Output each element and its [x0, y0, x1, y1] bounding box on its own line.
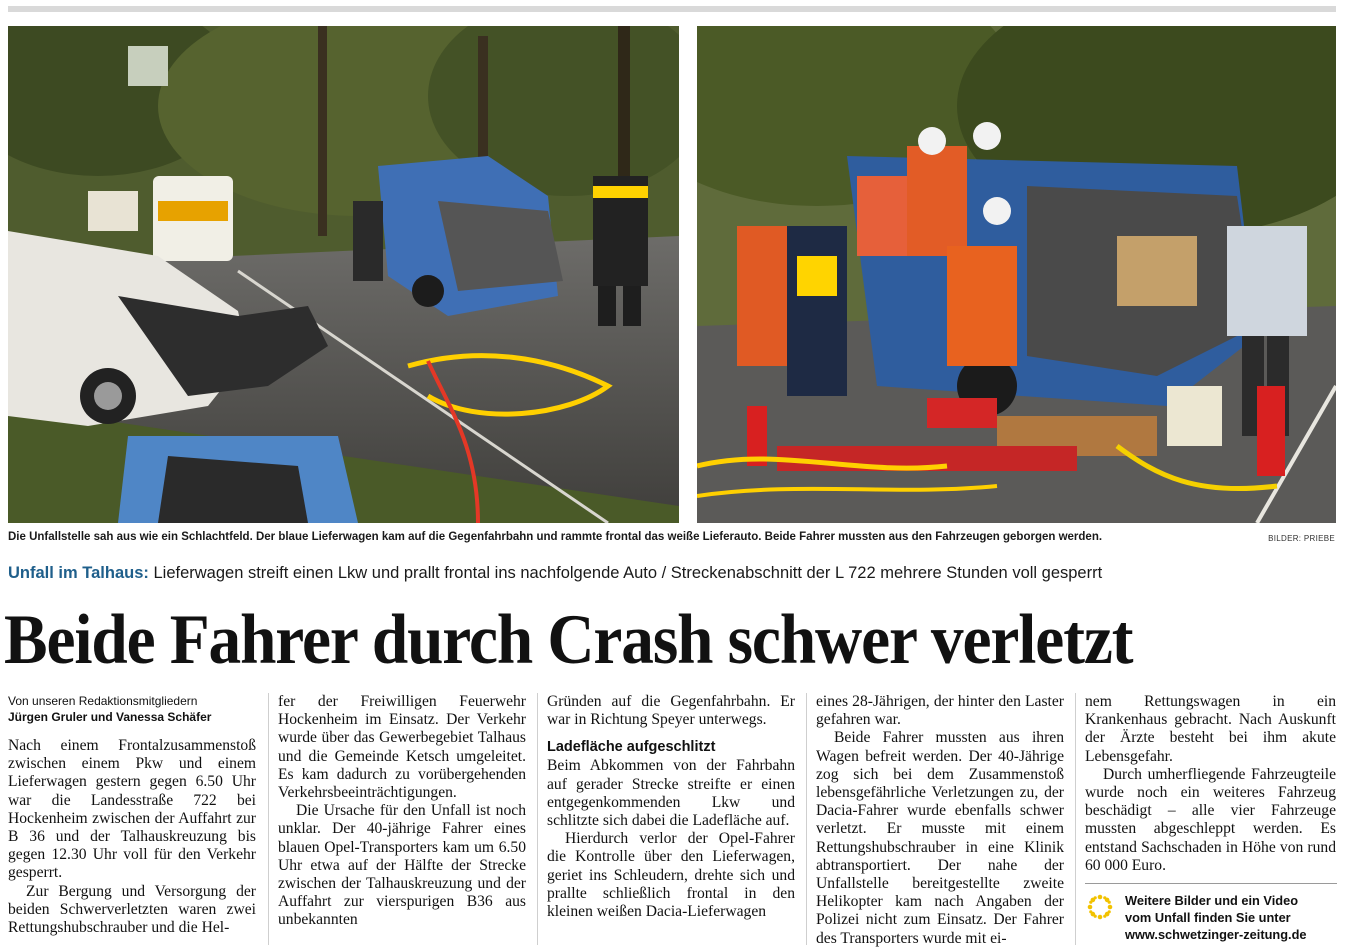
article-column-4	[816, 693, 1064, 948]
paragraph: Nach einem Frontalzusammenstoß zwischen einem Pkw und einem Lieferwagen gestern gegen 6.50 Uhr war die Landesstraße 722 bei Hockenheim zwischen der Auffahrt zur B 36 und der Talhauskreuzung bis gegen 12.30 Uhr voll für den Verkehr gesperrt.	[8, 737, 256, 882]
subheading: Ladefläche aufgeschlitzt	[547, 739, 716, 756]
online-promo-box[interactable]	[1085, 883, 1337, 946]
column-divider	[1075, 693, 1076, 945]
promo-link[interactable]: www.schwetzinger-zeitung.de	[1125, 927, 1307, 942]
paragraph: eines 28-Jährigen, der hinter den Laster gefahren war.	[816, 693, 1064, 729]
column-divider	[268, 693, 269, 945]
article-column-3	[547, 693, 795, 921]
headline: Beide Fahrer durch Crash schwer verletzt	[4, 601, 1133, 679]
byline-names: Jürgen Gruler und Vanessa Schäfer	[8, 710, 212, 724]
kicker	[8, 564, 1102, 583]
column-divider	[537, 693, 538, 945]
sun-burst-icon	[1087, 894, 1113, 920]
kicker-text: Lieferwagen streift einen Lkw und prallt frontal ins nachfolgende Auto / Streckenabschnitt der L 722 mehrere Stunden voll gesperrt	[148, 564, 1103, 582]
article-column-1	[8, 693, 256, 937]
paragraph: Die Ursache für den Unfall ist noch unklar. Der 40-jährige Fahrer eines blauen Opel-Transporters kam um 6.50 Uhr etwa auf der Hälfte der Strecke zwischen der Talhauskreuzung und der Auffahrt zur vierspurigen B36 aus unbekannten	[278, 802, 526, 929]
paragraph: nem Rettungswagen in ein Krankenhaus gebracht. Nach Auskunft der Ärzte besteht bei ihm akute Lebensgefahr.	[1085, 693, 1336, 765]
paragraph: Beim Abkommen von der Fahrbahn auf gerader Strecke streifte er einen entgegenkommenden Lkw und schlitzte sich dabei die Ladefläche auf.	[547, 757, 795, 830]
kicker-label: Unfall im Talhaus:	[8, 564, 149, 582]
article-column-5	[1085, 693, 1336, 875]
paragraph: Durch umherfliegende Fahrzeugteile wurde noch ein weiteres Fahrzeug beschädigt – alle vier Fahrzeuge mussten abgeschleppt werden. Es entstand Sachschaden in Höhe von rund 60 000 Euro.	[1085, 765, 1336, 874]
paragraph: Hierdurch verlor der Opel-Fahrer die Kontrolle über den Lieferwagen, geriet ins Schleudern, drehte sich und prallte schließlich frontal in den kleinen weißen Dacia-Lieferwagen	[547, 830, 795, 921]
paragraph: Gründen auf die Gegenfahrbahn. Er war in Richtung Speyer unterwegs.	[547, 693, 795, 729]
byline-intro: Von unseren Redaktionsmitgliedern	[8, 694, 198, 708]
accident-photo-right	[697, 26, 1336, 523]
paragraph: fer der Freiwilligen Feuerwehr Hockenheim im Einsatz. Der Verkehr wurde über das Gewerbegebiet Talhaus und die Gemeinde Ketsch umgeleitet. Es kam dadurch zu vorübergehenden Verkehrsbeeinträchtigungen.	[278, 693, 526, 802]
promo-line: vom Unfall finden Sie unter	[1125, 910, 1291, 925]
accident-photo-left	[8, 26, 679, 523]
paragraph: Zur Bergung und Versorgung der beiden Schwerverletzten waren zwei Rettungshubschrauber und die Hel-	[8, 882, 256, 937]
column-divider	[806, 693, 807, 945]
promo-line: Weitere Bilder und ein Video	[1125, 893, 1299, 908]
promo-text	[1125, 892, 1307, 943]
photo-credit: BILDER: PRIEBE	[1268, 534, 1335, 543]
photo-caption: Die Unfallstelle sah aus wie ein Schlachtfeld. Der blaue Lieferwagen kam auf die Gegenfahrbahn und rammte frontal das weiße Lieferauto. Beide Fahrer mussten aus den Fahrzeugen geborgen werden.	[8, 531, 1103, 543]
paragraph: Beide Fahrer mussten aus ihren Wagen befreit werden. Der 40-Jährige zog sich bei dem Zusammenstoß lebensgefährliche Verletzungen zu, der Dacia-Fahrer wurde ebenfalls schwer verletzt. Er musste mit einem Rettungshubschrauber in eine Klinik abtransportiert. Der nahe der Unfallstelle bereitgestellte zweite Helikopter kam nach Angaben der Polizei nicht zum Einsatz. Der Fahrer des Transporters wurde mit ei-	[816, 729, 1064, 947]
top-rule	[8, 6, 1336, 12]
article-column-2	[278, 693, 526, 930]
